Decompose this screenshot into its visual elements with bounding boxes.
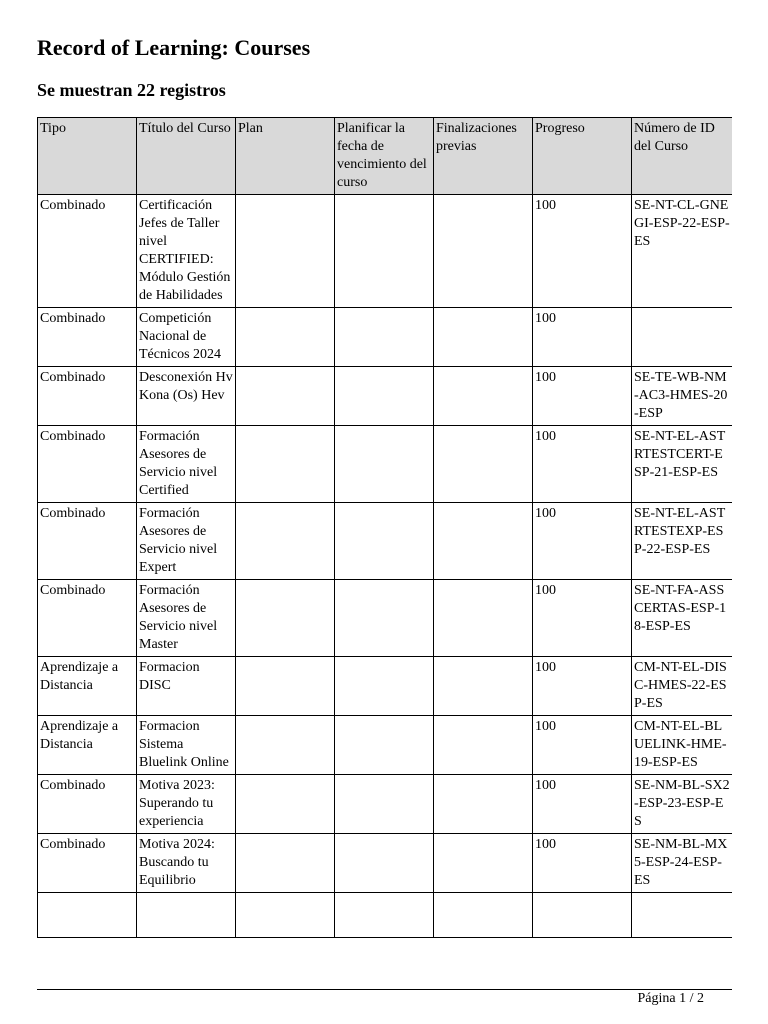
header-plan: Plan	[236, 118, 335, 195]
cell-prev	[434, 657, 533, 716]
cell-type: Combinado	[38, 367, 137, 426]
cell-type: Combinado	[38, 503, 137, 580]
cell-prev	[434, 580, 533, 657]
table-row	[38, 426, 733, 503]
cell-id: SE-NT-EL-ASTRTESTCERT-ESP-21-ESP-ES	[632, 426, 733, 503]
cell-title: Competición Nacional de Técnicos 2024	[137, 308, 236, 367]
cell-progress: 100	[533, 367, 632, 426]
cell-progress: 100	[533, 716, 632, 775]
cell-title: Motiva 2024: Buscando tu Equilibrio	[137, 834, 236, 893]
cell-title: Formacion Sistema Bluelink Online	[137, 716, 236, 775]
cell-id: SE-NT-EL-ASTRTESTEXP-ESP-22-ESP-ES	[632, 503, 733, 580]
header-id-curso: Número de ID del Curso	[632, 118, 733, 195]
cell-id: CM-NT-EL-BLUELINK-HME-19-ESP-ES	[632, 716, 733, 775]
cell-due	[335, 834, 434, 893]
cell-prev	[434, 195, 533, 308]
cell-due	[335, 426, 434, 503]
table-row	[38, 775, 733, 834]
cell-id: SE-TE-WB-NM-AC3-HMES-20-ESP	[632, 367, 733, 426]
cell-progress	[533, 893, 632, 938]
header-finalizaciones: Finalizaciones previas	[434, 118, 533, 195]
table-row	[38, 195, 733, 308]
cell-plan	[236, 834, 335, 893]
header-titulo: Título del Curso	[137, 118, 236, 195]
cell-title	[137, 893, 236, 938]
document-title: Record of Learning: Courses	[37, 35, 311, 60]
cell-due	[335, 657, 434, 716]
cell-title: Formación Asesores de Servicio nivel Master	[137, 580, 236, 657]
table-row	[38, 367, 733, 426]
cell-type	[38, 893, 137, 938]
records-count: Se muestran 22 registros	[37, 80, 226, 100]
cell-prev	[434, 834, 533, 893]
page-number: Página 1 / 2	[637, 991, 704, 1006]
cell-id: SE-NT-FA-ASSCERTAS-ESP-18-ESP-ES	[632, 580, 733, 657]
cell-due	[335, 308, 434, 367]
cell-progress: 100	[533, 308, 632, 367]
cell-id: SE-NT-CL-GNEGI-ESP-22-ESP-ES	[632, 195, 733, 308]
cell-prev	[434, 367, 533, 426]
cell-due	[335, 503, 434, 580]
cell-plan	[236, 308, 335, 367]
cell-type: Aprendizaje a Distancia	[38, 716, 137, 775]
cell-due	[335, 716, 434, 775]
records-table-container	[37, 117, 732, 955]
cell-title: Certificación Jefes de Taller nivel CERTIFIED: Módulo Gestión de Habilidades	[137, 195, 236, 308]
cell-plan	[236, 716, 335, 775]
cell-prev	[434, 716, 533, 775]
table-header	[38, 118, 733, 195]
cell-plan	[236, 893, 335, 938]
cell-progress: 100	[533, 503, 632, 580]
cell-prev	[434, 308, 533, 367]
table-row	[38, 834, 733, 893]
cell-progress: 100	[533, 657, 632, 716]
cell-type: Combinado	[38, 580, 137, 657]
cell-title: Motiva 2023: Superando tu experiencia	[137, 775, 236, 834]
cell-due	[335, 775, 434, 834]
cell-type: Combinado	[38, 834, 137, 893]
cell-prev	[434, 775, 533, 834]
header-fecha-vencimiento: Planificar la fecha de vencimiento del curso	[335, 118, 434, 195]
table-row	[38, 580, 733, 657]
cell-type: Combinado	[38, 775, 137, 834]
cell-due	[335, 195, 434, 308]
cell-type: Combinado	[38, 426, 137, 503]
cell-progress: 100	[533, 834, 632, 893]
cell-plan	[236, 367, 335, 426]
cell-title: Formacion DISC	[137, 657, 236, 716]
cell-plan	[236, 503, 335, 580]
records-table	[37, 117, 732, 938]
footer-divider	[37, 989, 732, 990]
cell-type: Combinado	[38, 195, 137, 308]
cell-plan	[236, 775, 335, 834]
table-body	[38, 195, 733, 938]
cell-plan	[236, 195, 335, 308]
cell-id	[632, 308, 733, 367]
cell-type: Combinado	[38, 308, 137, 367]
cell-title: Formación Asesores de Servicio nivel Certified	[137, 426, 236, 503]
cell-prev	[434, 503, 533, 580]
cell-id: CM-NT-EL-DISC-HMES-22-ESP-ES	[632, 657, 733, 716]
table-row	[38, 893, 733, 938]
cell-prev	[434, 426, 533, 503]
cell-progress: 100	[533, 426, 632, 503]
cell-plan	[236, 657, 335, 716]
header-tipo: Tipo	[38, 118, 137, 195]
table-row	[38, 716, 733, 775]
cell-type: Aprendizaje a Distancia	[38, 657, 137, 716]
header-row	[38, 118, 733, 195]
cell-title: Desconexión Hv Kona (Os) Hev	[137, 367, 236, 426]
cell-plan	[236, 426, 335, 503]
cell-plan	[236, 580, 335, 657]
cell-id: SE-NM-BL-SX2-ESP-23-ESP-ES	[632, 775, 733, 834]
cell-progress: 100	[533, 195, 632, 308]
table-row	[38, 657, 733, 716]
cell-due	[335, 893, 434, 938]
table-row	[38, 308, 733, 367]
header-progreso: Progreso	[533, 118, 632, 195]
table-row	[38, 503, 733, 580]
cell-due	[335, 367, 434, 426]
cell-progress: 100	[533, 775, 632, 834]
cell-due	[335, 580, 434, 657]
cell-id	[632, 893, 733, 938]
cell-progress: 100	[533, 580, 632, 657]
cell-id: SE-NM-BL-MX5-ESP-24-ESP-ES	[632, 834, 733, 893]
cell-title: Formación Asesores de Servicio nivel Expert	[137, 503, 236, 580]
cell-prev	[434, 893, 533, 938]
